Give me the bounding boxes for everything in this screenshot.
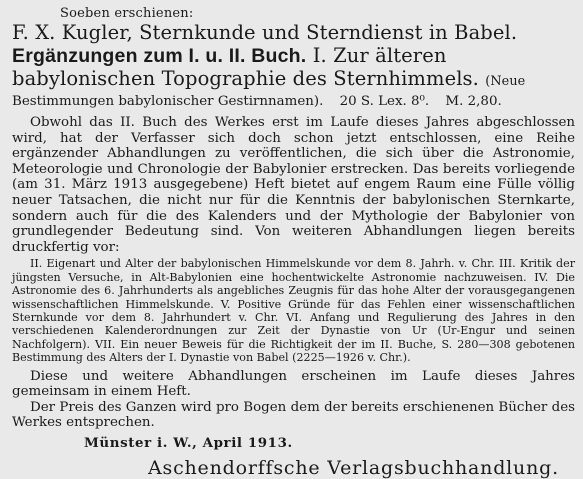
price: M. 2,80.	[445, 94, 502, 109]
paragraph-3: Der Preis des Ganzen wird pro Bogen dem der bereits erschienenen Bücher des Werkes entsprechen.	[12, 399, 575, 431]
paragraph-2: Diese und weitere Abhandlungen erscheinen im Laufe dieses Jahres gemeinsam in einem Heft.	[12, 368, 575, 400]
title-supplement-line	[12, 45, 575, 67]
announcement-heading: Soeben erschienen:	[60, 6, 194, 21]
subtitle-paren: (Neue	[485, 74, 526, 89]
title-author-work: F. X. Kugler, Sternkunde und Sterndienst in Babel.	[12, 22, 518, 44]
paragraph-small	[12, 257, 575, 364]
paragraph-closing	[12, 369, 575, 431]
format-info: 20 S. Lex. 8⁰.	[339, 94, 430, 109]
publisher-name: Aschendorffsche Verlagsbuchhandlung.	[148, 456, 559, 479]
paragraph-main	[12, 115, 575, 255]
subtitle-continuation-line	[12, 94, 575, 109]
signoff: Münster i. W., April 1913.	[84, 434, 293, 451]
paragraph-small-list: II. Eigenart und Alter der babylonischen Himmelskunde vor dem 8. Jahrh. v. Chr. III. Kritik der jüngsten Versuche, in Alt-Babylonien eine hochentwickelte Astronomie nachzuweisen. IV. Die Astronomie des 6. Jahrhunderts als angebliches Zeugnis für das hohe Alter der vorausgegangenen wissenschaftlichen Himmelskunde. V. Positive Gründe für das Fehlen einer wissenschaftlichen Sternkunde vor dem 8. Jahrhundert v. Chr. VI. Anfang und Regulierung des Jahres in den verschiedenen Kalenderordnungen zur Zeit der Dynastie von Ur (Ur-Engur und seinen Nachfolgern). VII. Ein neuer Beweis für die Richtigkeit der im II. Buche, S. 280—308 gebotenen Bestimmung des Alters der I. Dynastie von Babel (2225—1926 v. Chr.).	[12, 257, 575, 365]
subtitle: babylonischen Topographie des Sternhimmels.	[12, 68, 479, 90]
paragraph-1: Obwohl das II. Buch des Werkes erst im Laufe dieses Jahres abgeschlossen wird, hat der Verfasser sich doch schon jetzt entschlossen, eine Reihe ergänzender Abhandlungen zu veröffentlichen, die sich über die Astronomie, Meteorologie und Chronologie der Babylonier erstrecken. Das bereits vorliegende (am 31. März 1913 ausgegebene) Heft bietet auf engem Raum eine Fülle völlig neuer Tatsachen, die nicht nur für die Kenntnis der babylonischen Sternkarte, sondern auch für die des Kalenders und der Mythologie der Babylonier von grundlegender Bedeutung sind. Von weiteren Abhandlungen liegen bereits druckfertig vor:	[12, 115, 575, 255]
subtitle-continuation: Bestimmungen babylonischer Gestirnnamen).	[12, 94, 324, 109]
part-title: I. Zur älteren	[312, 45, 447, 67]
supplement-title: Ergänzungen zum I. u. II. Buch.	[12, 45, 307, 67]
title-subtitle-line	[12, 68, 575, 93]
